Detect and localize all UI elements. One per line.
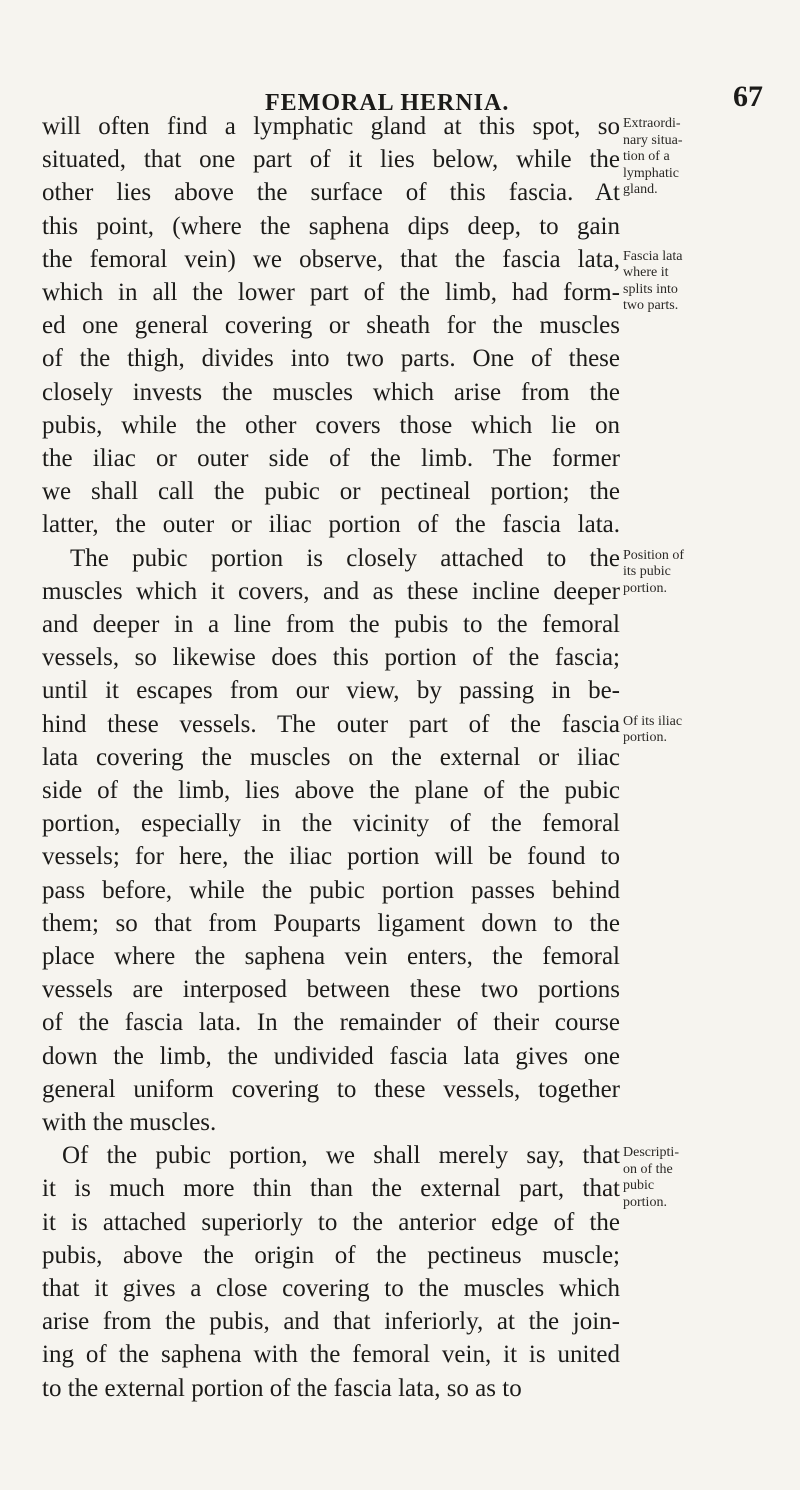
page-number: 67 (733, 80, 763, 113)
margin-note-line: portion. (623, 730, 667, 746)
margin-note-line: portion. (623, 1194, 667, 1210)
text-line: of the thigh, divides into two parts. One of these (42, 345, 620, 373)
margin-note-line: Descripti- (623, 1145, 679, 1161)
text-line: the femoral vein) we observe, that the fascia lata, (42, 245, 620, 273)
margin-note-line: its pubic (623, 564, 671, 580)
margin-note-line: on of the (623, 1161, 673, 1177)
text-line: down the limb, the undivided fascia lata gives one (42, 1042, 620, 1070)
text-line: that it gives a close covering to the muscles which (42, 1275, 620, 1302)
margin-note-line: splits into (623, 281, 678, 297)
text-line: Of the pubic portion, we shall merely say, that (62, 1142, 620, 1170)
text-line: pass before, while the pubic portion passes behind (42, 876, 620, 904)
margin-note-line: lymphatic (623, 165, 679, 181)
text-line: of the fascia lata. In the remainder of their course (42, 1009, 620, 1037)
margin-note-line: portion. (623, 580, 667, 596)
text-line: situated, that one part of it lies below, while the (42, 146, 620, 174)
text-line: the iliac or outer side of the limb. The former (42, 445, 620, 472)
text-line: it is much more thin than the external part, that (42, 1175, 620, 1203)
text-line: will often find a lymphatic gland at this spot, so (42, 113, 620, 140)
text-line: pubis, above the origin of the pectineus muscle; (42, 1241, 620, 1269)
text-line: other lies above the surface of this fascia. At (42, 179, 620, 207)
text-line: The pubic portion is closely attached to the (70, 544, 620, 572)
text-line: hind these vessels. The outer part of the fascia (42, 710, 620, 738)
text-line: closely invests the muscles which arise from the (42, 378, 620, 406)
text-line: ed one general covering or sheath for the muscles (42, 312, 620, 340)
text-line: vessels are interposed between these two portions (42, 976, 620, 1004)
text-line: vessels; for here, the iliac portion will be found to (42, 843, 620, 871)
text-line: arise from the pubis, and that inferiorly, at the join- (42, 1308, 620, 1336)
text-line: latter, the outer or iliac portion of the fascia lata. (42, 511, 620, 539)
text-line: muscles which it covers, and as these incline deeper (42, 577, 620, 605)
text-line: this point, (where the saphena dips deep, to gain (42, 212, 620, 240)
text-line: side of the limb, lies above the plane of the pubic (42, 777, 620, 804)
text-line: general uniform covering to these vessels, together (42, 1075, 620, 1103)
text-line: until it escapes from our view, by passing in be- (42, 677, 620, 705)
margin-note-line: tion of a (623, 149, 670, 164)
text-line: pubis, while the other covers those which lie on (42, 411, 620, 439)
margin-note-line: Extraordi- (623, 116, 681, 131)
text-line: with the muscles. (42, 1109, 217, 1136)
text-line: we shall call the pubic or pectineal portion; the (42, 478, 620, 506)
text-line: portion, especially in the vicinity of the femoral (42, 810, 620, 838)
running-head: FEMORAL HERNIA. (265, 90, 510, 116)
margin-note-line: Of its iliac (623, 713, 683, 729)
text-line: them; so that from Pouparts ligament down to the (42, 909, 620, 937)
margin-note-line: two parts. (623, 298, 679, 314)
margin-note-line: where it (623, 265, 669, 281)
text-line: ing of the saphena with the femoral vein, it is united (42, 1341, 620, 1369)
text-line: it is attached superiorly to the anterior edge of the (42, 1208, 620, 1236)
text-line: place where the saphena vein enters, the femoral (42, 943, 620, 970)
margin-note-line: nary situa- (623, 132, 683, 148)
text-line: and deeper in a line from the pubis to the femoral (42, 611, 620, 638)
margin-note-line: Fascia lata (623, 248, 683, 264)
text-line: vessels, so likewise does this portion of the fascia; (42, 644, 620, 672)
text-line: lata covering the muscles on the external or iliac (42, 743, 620, 771)
margin-note-line: pubic (623, 1178, 655, 1194)
margin-note-line: gland. (623, 182, 658, 197)
text-line: which in all the lower part of the limb, had form- (42, 279, 620, 306)
margin-note-line: Position of (623, 547, 685, 563)
text-line: to the external portion of the fascia lata, so as to (42, 1374, 522, 1402)
